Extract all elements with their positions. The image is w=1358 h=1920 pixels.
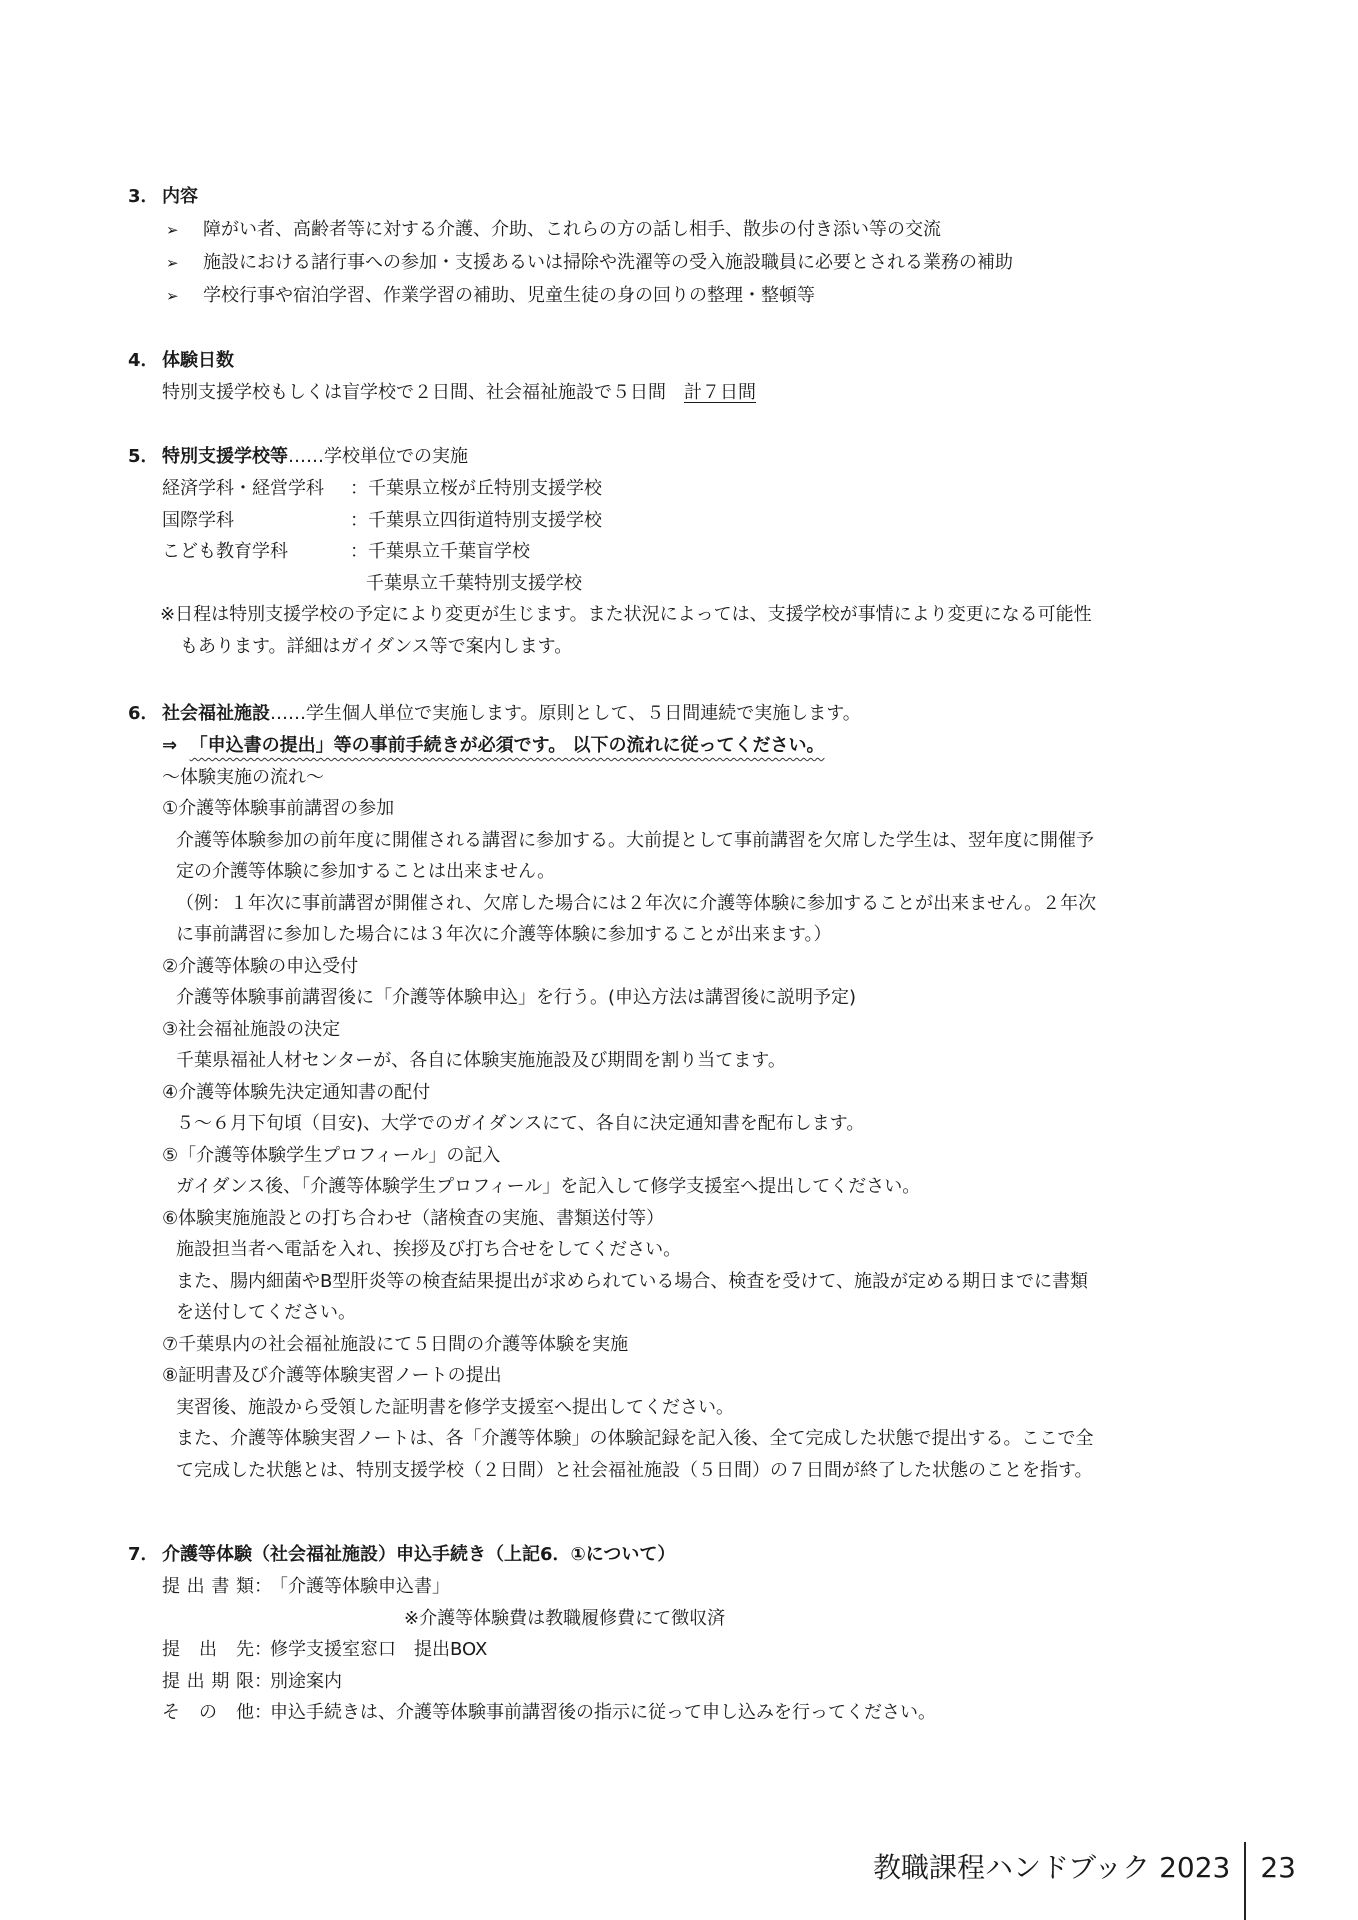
- row-key: 提出先: [162, 1639, 254, 1660]
- school-row: [128, 568, 1188, 600]
- school-row: [128, 536, 1188, 568]
- department: 国際学科: [162, 509, 234, 531]
- row-sep: ：: [254, 1639, 272, 1660]
- step-text: また、介護等体験実習ノートは、各「介護等体験」の体験記録を記入後、全て完成した状態で提出する。ここで全: [176, 1428, 1094, 1449]
- step-heading: ⑦千葉県内の社会福祉施設にて５日間の介護等体験を実施: [162, 1333, 629, 1355]
- row-key: その他: [162, 1702, 254, 1723]
- arrow-bullet-icon: ➢: [166, 254, 179, 272]
- section-4: [128, 344, 1188, 409]
- section-number: 7．: [128, 1544, 159, 1565]
- section-7-heading: [128, 1538, 1188, 1571]
- step-text: 千葉県福祉人材センターが、各自に体験実施施設及び期間を割り当てます。: [176, 1050, 786, 1071]
- schedule-note-cont: もあります。詳細はガイダンス等で案内します。: [180, 635, 573, 657]
- step-heading: ④介護等体験先決定通知書の配付: [162, 1081, 431, 1103]
- row-key: 提出期限: [162, 1670, 254, 1692]
- step-heading: ⑥体験実施施設との打ち合わせ（諸検査の実施、書類送付等）: [162, 1207, 665, 1229]
- step-text: て完成した状態とは、特別支援学校（２日間）と社会福祉施設（５日間）の７日間が終了した状態のことを指す。: [176, 1459, 1093, 1481]
- step-text: 実習後、施設から受領した証明書を修学支援室へ提出してください。: [176, 1396, 734, 1418]
- step-heading: ③社会福祉施設の決定: [162, 1018, 341, 1040]
- bullet-item: [128, 213, 1188, 246]
- step-text: また、腸内細菌やB型肝炎等の検査結果提出が求められている場合、検査を受けて、施設が定める期日までに書類: [176, 1270, 1088, 1292]
- step-heading: ⑤「介護等体験学生プロフィール」の記入: [162, 1144, 501, 1166]
- section-title: 介護等体験（社会福祉施設）申込手続き（上記6．①について）: [162, 1544, 676, 1565]
- row-sep: ：: [254, 1576, 272, 1597]
- step-text: ガイダンス後、「介護等体験学生プロフィール」を記入して修学支援室へ提出してください。: [176, 1176, 921, 1197]
- school-row: [128, 473, 1188, 505]
- step-heading: ②介護等体験の申込受付: [162, 955, 359, 977]
- submission-row: [128, 1603, 1188, 1635]
- row-value: ※介護等体験費は教職履修費にて徴収済: [404, 1607, 726, 1629]
- row-sep: ：: [254, 1670, 272, 1692]
- section-5: [128, 440, 1188, 662]
- step-heading: ⑧証明書及び介護等体験実習ノートの提出: [162, 1365, 502, 1386]
- row-value: 別途案内: [270, 1670, 342, 1692]
- bullet-item: [128, 246, 1188, 279]
- submission-row: [128, 1697, 1188, 1729]
- section-title: 内容: [162, 186, 198, 207]
- row-value: 申込手続きは、介護等体験事前講習後の指示に従って申し込みを行ってください。: [270, 1702, 936, 1723]
- school-name: ：千葉県立桜が丘特別支援学校: [350, 478, 602, 499]
- school-row: [128, 505, 1188, 537]
- step-text: 介護等体験事前講習後に「介護等体験申込」を行う。(申込方法は講習後に説明予定): [176, 987, 857, 1008]
- department: 経済学科・経営学科: [162, 478, 324, 499]
- page-number: 23: [1260, 1851, 1296, 1884]
- row-value: 「介護等体験申込書」: [270, 1576, 450, 1597]
- section-6: [128, 697, 1188, 1486]
- school-name: 千葉県立千葉特別支援学校: [366, 572, 582, 594]
- row-key: 提出書類: [162, 1576, 254, 1597]
- arrow-bullet-icon: ➢: [166, 287, 179, 305]
- section-title: 体験日数: [162, 350, 234, 371]
- handbook-title: 教職課程ハンドブック 2023: [872, 1851, 1231, 1884]
- section-3-heading: [128, 180, 1188, 213]
- row-sep: ：: [254, 1702, 272, 1723]
- submission-row: [128, 1634, 1188, 1666]
- section-number: 4．: [128, 350, 159, 371]
- step-text: を送付してください。: [176, 1302, 356, 1323]
- submission-row: [128, 1666, 1188, 1698]
- section-suffix: ……学生個人単位で実施します。原則として、５日間連続で実施します。: [270, 703, 861, 724]
- step-text: 施設担当者へ電話を入れ、挨拶及び打ち合せをしてください。: [176, 1239, 682, 1260]
- step-text: に事前講習に参加した場合には３年次に介護等体験に参加することが出来ます。）: [176, 924, 832, 945]
- school-name: ：千葉県立千葉盲学校: [350, 541, 530, 562]
- notice-text: 「申込書の提出」等の事前手続きが必須です。 以下の流れに従ってください。: [189, 735, 825, 756]
- department: こども教育学科: [162, 541, 288, 562]
- days-description: 特別支援学校もしくは盲学校で２日間、社会福祉施設で５日間: [162, 382, 684, 403]
- procedure-notice: [128, 730, 1188, 762]
- flow-title: ～体験実施の流れ～: [162, 766, 324, 788]
- step-heading: ①介護等体験事前講習の参加: [162, 798, 395, 819]
- section-5-heading: [128, 440, 1188, 473]
- step-text: （例：１年次に事前講習が開催され、欠席した場合には２年次に介護等体験に参加することが出来ません。２年次: [176, 892, 1097, 914]
- bullet-text: 学校行事や宿泊学習、作業学習の補助、児童生徒の身の回りの整理・整頓等: [203, 285, 815, 306]
- section-number: 6．: [128, 703, 159, 724]
- step-text: 介護等体験参加の前年度に開催される講習に参加する。大前提として事前講習を欠席した学生は、翌年度に開催予: [176, 829, 1094, 851]
- arrow-bullet-icon: ➢: [166, 221, 179, 239]
- section-7: [128, 1538, 1188, 1729]
- days-text: [128, 377, 1188, 409]
- section-number: 3．: [128, 186, 159, 207]
- section-3: [128, 180, 1188, 312]
- row-value: 修学支援室窓口 提出BOX: [270, 1639, 488, 1660]
- right-arrow-icon: ⇒: [162, 735, 178, 756]
- bullet-text: 障がい者、高齢者等に対する介護、介助、これらの方の話し相手、散歩の付き添い等の交流: [203, 219, 941, 240]
- section-title: 社会福祉施設: [162, 703, 270, 724]
- schedule-note: ※日程は特別支援学校の予定により変更が生じます。また状況によっては、支援学校が事情により変更になる可能性: [160, 604, 1092, 625]
- bullet-item: [128, 279, 1188, 312]
- days-total: 計７日間: [684, 382, 756, 403]
- section-number: 5．: [128, 446, 159, 467]
- section-suffix: ……学校単位での実施: [288, 446, 468, 467]
- section-4-heading: [128, 344, 1188, 377]
- step-text: 定の介護等体験に参加することは出来ません。: [176, 861, 556, 882]
- school-name: ：千葉県立四街道特別支援学校: [350, 509, 602, 531]
- page-footer: [873, 1842, 1296, 1900]
- step-text: ５～６月下旬頃（目安)、大学でのガイダンスにて、各自に決定通知書を配布します。: [176, 1113, 865, 1134]
- bullet-text: 施設における諸行事への参加・支援あるいは掃除や洗濯等の受入施設職員に必要とされる業務の補助: [203, 252, 1013, 273]
- section-title: 特別支援学校等: [162, 446, 288, 467]
- submission-row: [128, 1571, 1188, 1603]
- section-6-heading: [128, 697, 1188, 730]
